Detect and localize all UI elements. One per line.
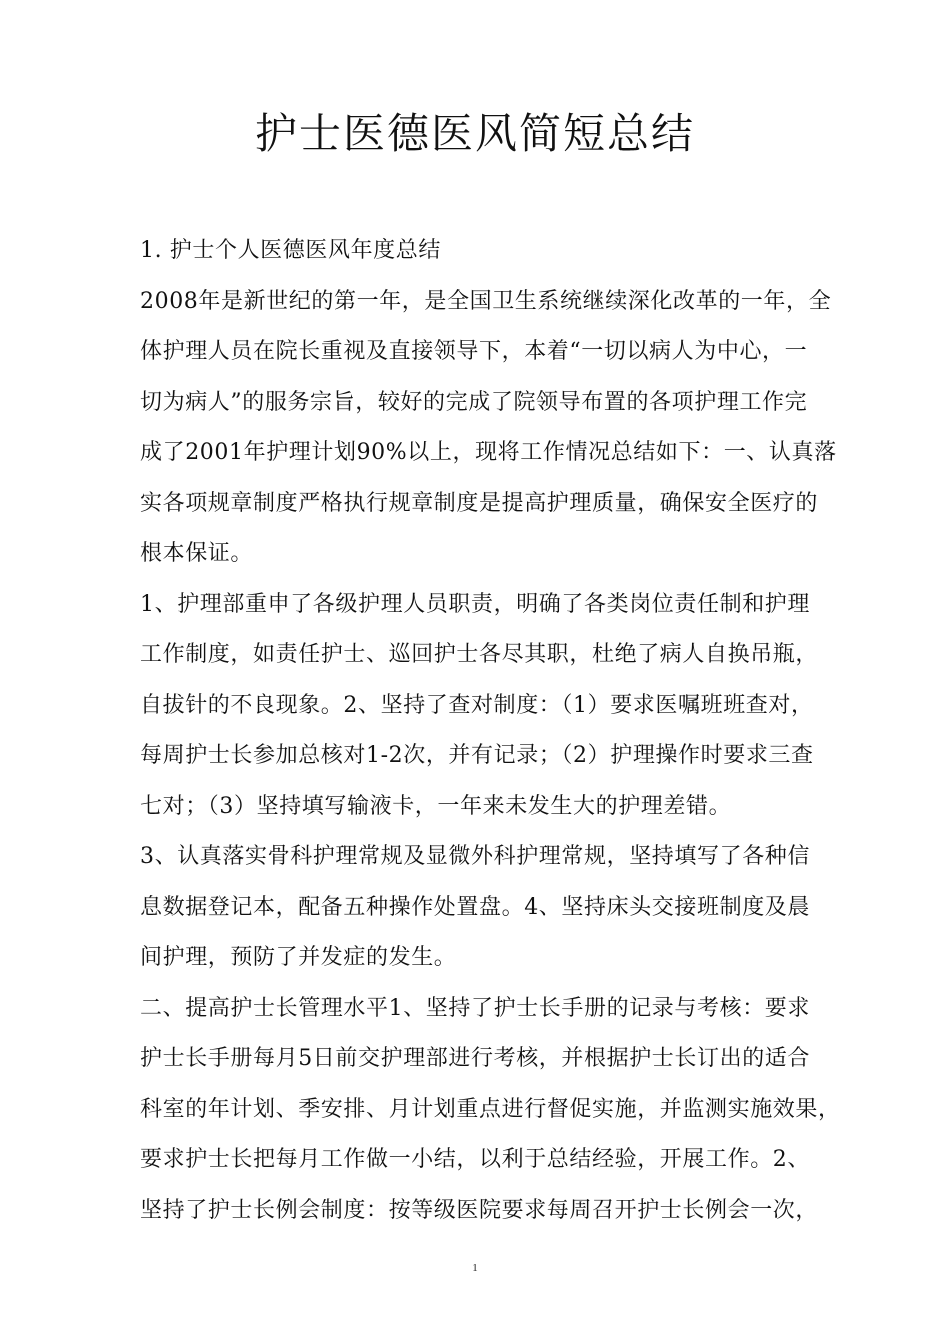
page-number: 1 (472, 1262, 478, 1274)
text-line: 1、护理部重申了各级护理人员职责，明确了各类岗位责任制和护理 (140, 591, 810, 617)
text-line: 每周护士长参加总核对1-2次，并有记录；（2）护理操作时要求三查 (140, 743, 814, 768)
text-line: 实各项规章制度严格执行规章制度是提高护理质量，确保安全医疗的 (140, 490, 819, 516)
text-line: 3、认真落实骨科护理常规及显微外科护理常规，坚持填写了各种信 (140, 844, 810, 869)
text-line: 切为病人”的服务宗旨，较好的完成了院领导布置的各项护理工作完 (140, 389, 808, 415)
text-line: 2008年是新世纪的第一年，是全国卫生系统继续深化改革的一年，全 (140, 288, 832, 314)
text-line: 体护理人员在院长重视及直接领导下，本着“一切以病人为中心，一 (140, 339, 808, 364)
text-line: 息数据登记本，配备五种操作处置盘。4、坚持床头交接班制度及晨 (140, 894, 810, 920)
text-line: 1. 护士个人医德医风年度总结 (140, 238, 441, 263)
document-body (140, 226, 841, 1236)
text-line: 成了2001年护理计划90%以上，现将工作情况总结如下：一、认真落 (140, 440, 837, 465)
text-line: 科室的年计划、季安排、月计划重点进行督促实施，并监测实施效果， (140, 1096, 841, 1122)
text-line: 根本保证。 (140, 541, 254, 566)
text-line: 自拔针的不良现象。2、坚持了查对制度：（1）要求医嘱班班查对， (140, 692, 814, 718)
text-line: 二、提高护士长管理水平1、坚持了护士长手册的记录与考核：要求 (140, 995, 810, 1021)
text-line: 七对；（3）坚持填写输液卡，一年来未发生大的护理差错。 (140, 793, 732, 819)
text-line: 坚持了护士长例会制度：按等级医院要求每周召开护士长例会一次， (140, 1197, 819, 1223)
text-line: 工作制度，如责任护士、巡回护士各尽其职，杜绝了病人自换吊瓶， (140, 642, 819, 667)
document-title: 护士医德医风简短总结 (254, 109, 695, 158)
text-line: 要求护士长把每月工作做一小结，以利于总结经验，开展工作。2、 (140, 1147, 810, 1172)
text-line: 间护理，预防了并发症的发生。 (140, 945, 457, 970)
text-line: 护士长手册每月5日前交护理部进行考核，并根据护士长订出的适合 (140, 1046, 810, 1071)
